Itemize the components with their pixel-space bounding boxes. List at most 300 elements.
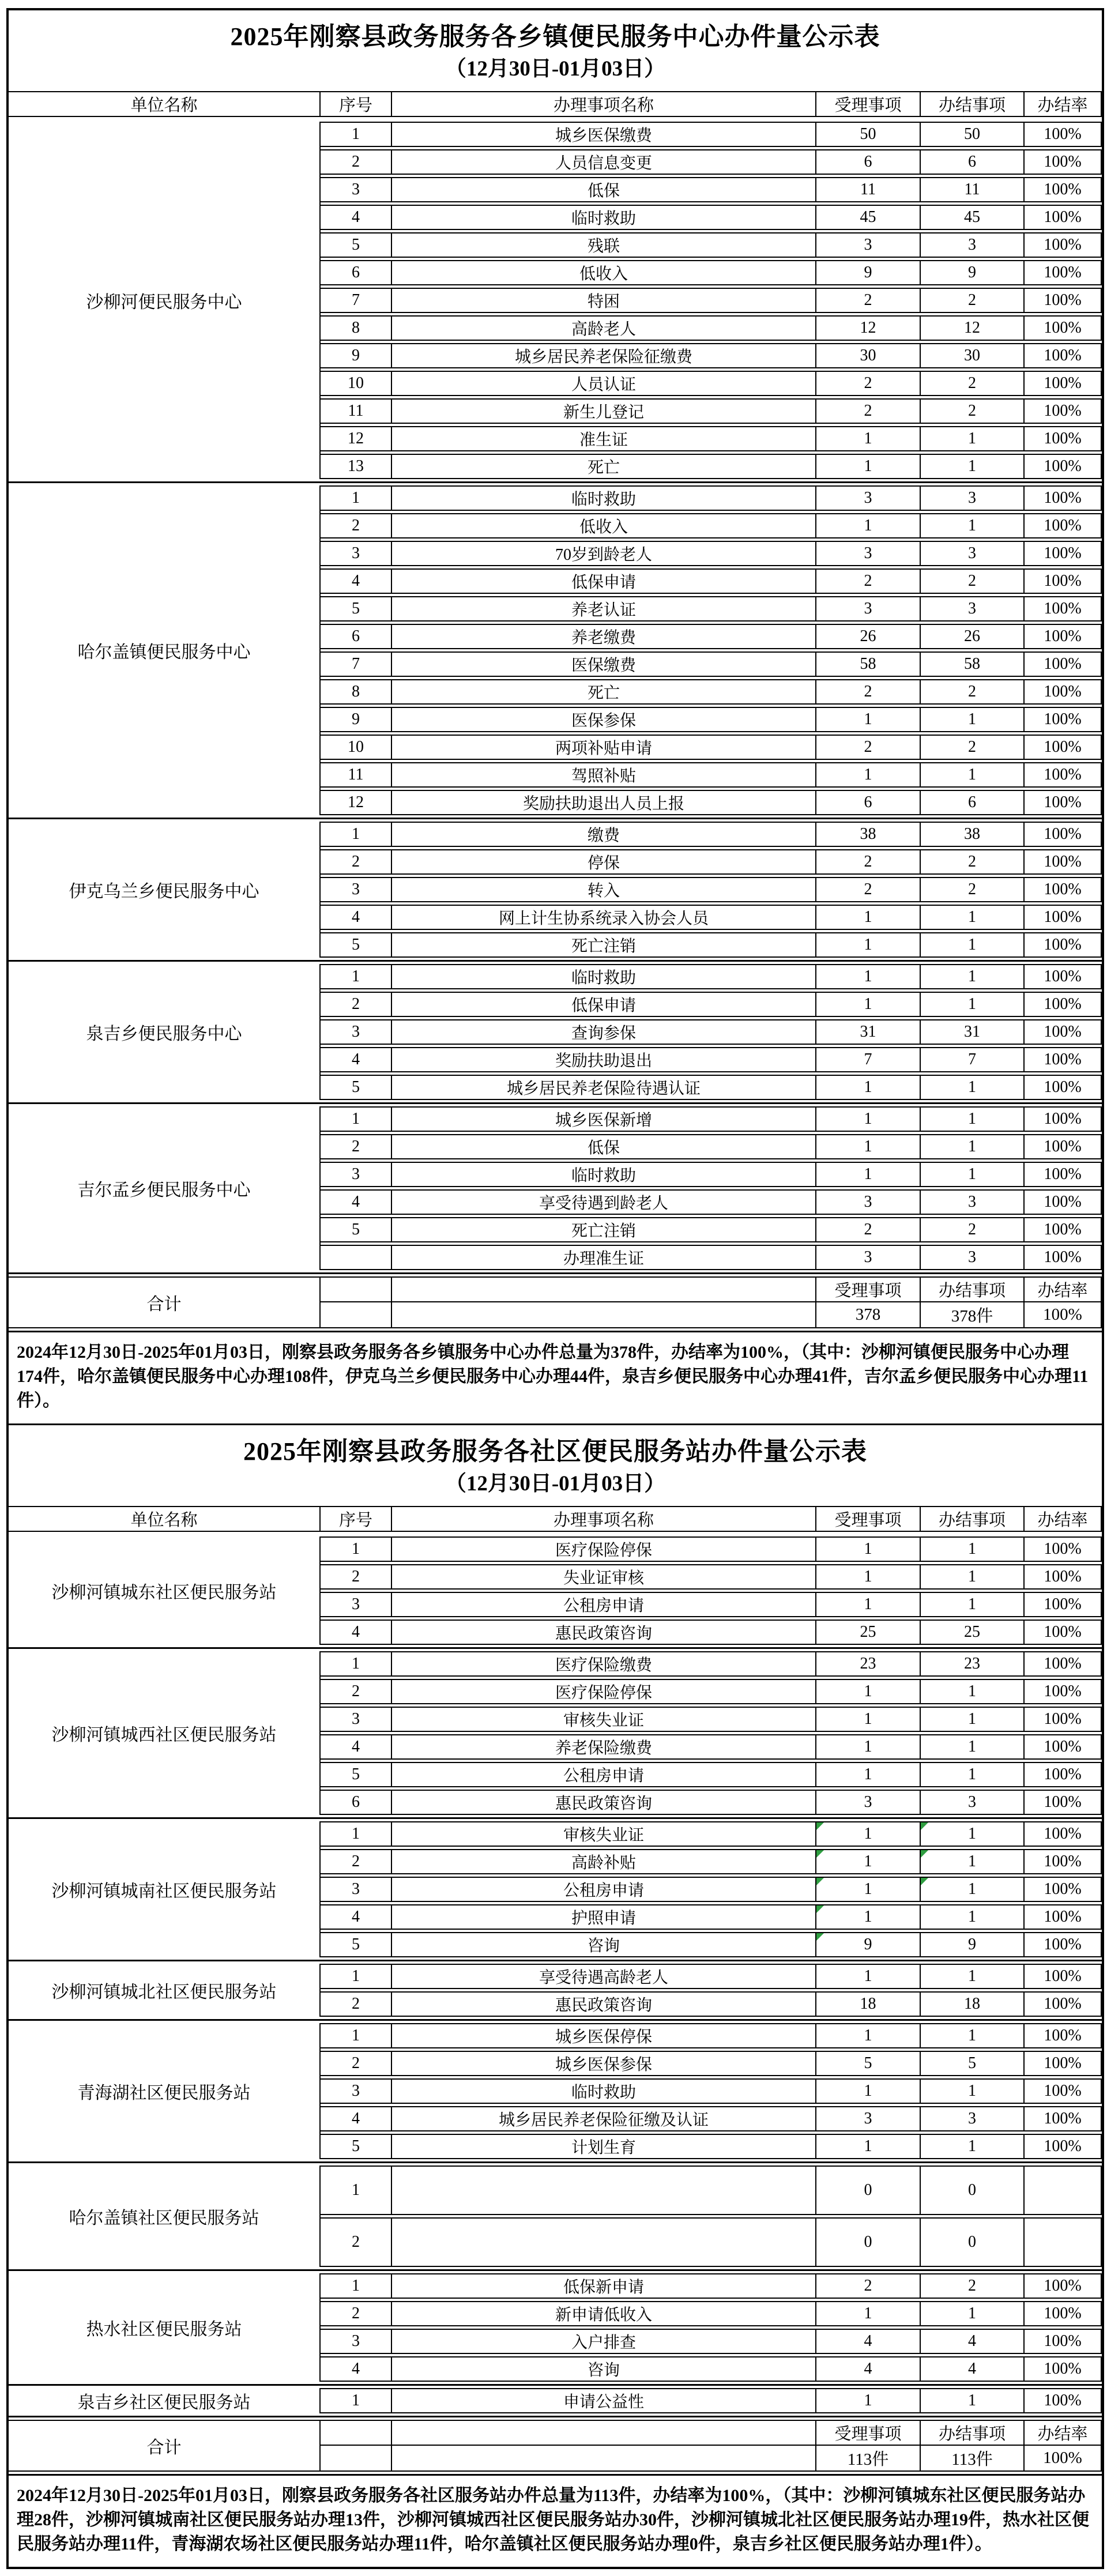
cell-item <box>392 1904 816 1930</box>
cell-accepted <box>816 1162 921 1187</box>
cell-value: 1 <box>968 457 976 475</box>
cell-rate <box>1025 149 1102 175</box>
cell-value: 100% <box>1044 1110 1082 1128</box>
cell-accepted <box>816 2273 921 2299</box>
cell-value: 1 <box>968 1967 976 1985</box>
cell-seq <box>321 651 392 677</box>
cell-value: 1 <box>968 2137 976 2155</box>
cell-value: 100% <box>1044 825 1082 843</box>
cell-value: 3 <box>352 1165 360 1183</box>
cell-value: 9 <box>864 263 872 281</box>
cell-seq <box>321 177 392 202</box>
cell-item <box>392 992 816 1017</box>
cell-value: 2 <box>968 291 976 309</box>
cell-done <box>921 513 1025 538</box>
cell-seq <box>321 877 392 902</box>
cell-accepted <box>816 1964 921 1989</box>
cell-value: 4 <box>352 208 360 226</box>
cell-value: 4 <box>352 2110 360 2127</box>
cell-seq <box>321 1564 392 1590</box>
cell-seq <box>321 1964 392 1989</box>
cell-value: 1 <box>968 1852 976 1870</box>
cell-item <box>392 905 816 930</box>
cell-value: 100% <box>1044 1655 1082 1673</box>
unit-name-cell: 泉吉乡社区便民服务站 <box>9 2388 321 2413</box>
cell-value: 城乡医保停保 <box>555 2028 652 2046</box>
cell-accepted <box>816 2106 921 2131</box>
cell-done <box>921 1189 1025 1215</box>
cell-value: 100% <box>1044 291 1082 309</box>
cell-done <box>921 762 1025 788</box>
cell-value: 100% <box>1044 1793 1082 1811</box>
cell-accepted <box>816 596 921 622</box>
cell-value: 100% <box>1044 402 1082 420</box>
cell-value: 31 <box>860 1023 876 1041</box>
cell-value: 1 <box>968 1568 976 1585</box>
cell-item <box>392 541 816 566</box>
cell-value: 1 <box>352 125 360 143</box>
cell-value: 3 <box>968 1248 976 1266</box>
cell-item <box>392 1932 816 1957</box>
cell-seq <box>321 122 392 147</box>
total-subheader-label: 办结率 <box>1037 1282 1088 1300</box>
cell-value: 惠民政策咨询 <box>555 1997 652 2014</box>
cell-rate <box>1025 260 1102 285</box>
cell-value: 0 <box>968 2181 976 2199</box>
cell-value: 31 <box>964 1023 980 1041</box>
cell-seq <box>321 1189 392 1215</box>
cell-value: 1 <box>864 1825 872 1843</box>
column-header-label: 单位名称 <box>130 96 198 115</box>
cell-value: 2 <box>864 738 872 756</box>
cell-done <box>921 260 1025 285</box>
cell-value: 1 <box>864 1765 872 1783</box>
cell-item <box>392 1790 816 1815</box>
cell-item <box>392 1245 816 1270</box>
cell-value: 1 <box>968 710 976 728</box>
unit-name-cell: 沙柳河镇城北社区便民服务站 <box>9 1964 321 2017</box>
cell-value: 2 <box>352 1138 360 1155</box>
cell-done <box>921 2051 1025 2076</box>
cell-rate <box>1025 2134 1102 2159</box>
cell-accepted <box>816 2134 921 2159</box>
total-subheader-cell <box>921 2420 1025 2446</box>
total-label-cell: 合计 <box>9 2420 321 2472</box>
cell-value: 100% <box>1044 2304 1082 2322</box>
cell-value: 5 <box>352 2137 360 2155</box>
cell-value: 低收入 <box>579 518 628 536</box>
cell-value: 3 <box>864 600 872 617</box>
cell-item <box>392 596 816 622</box>
cell-accepted <box>816 315 921 341</box>
cell-value: 100% <box>1044 1765 1082 1783</box>
cell-value: 7 <box>352 291 360 309</box>
cell-value: 死亡注销 <box>571 937 636 955</box>
excel-corner-mark-icon <box>921 1822 928 1830</box>
cell-done <box>921 205 1025 230</box>
cell-value: 2 <box>864 853 872 871</box>
cell-value: 5 <box>352 600 360 617</box>
cell-value: 58 <box>964 655 980 673</box>
column-header-label: 办理事项名称 <box>553 1511 654 1530</box>
cell-rate <box>1025 288 1102 313</box>
cell-value: 3 <box>352 180 360 198</box>
cell-value: 1 <box>864 1682 872 1700</box>
cell-accepted <box>816 2301 921 2326</box>
cell-value: 2 <box>864 374 872 392</box>
cell-value: 1 <box>352 2027 360 2044</box>
cell-value: 3 <box>864 544 872 562</box>
cell-seq <box>321 2166 392 2215</box>
cell-value: 5 <box>352 1078 360 1096</box>
column-header-label: 办结事项 <box>938 1511 1006 1530</box>
cell-value: 1 <box>864 1165 872 1183</box>
cell-rate <box>1025 1651 1102 1677</box>
cell-rate <box>1025 122 1102 147</box>
cell-value: 1 <box>864 1078 872 1096</box>
cell-value: 30 <box>964 347 980 364</box>
cell-item <box>392 454 816 479</box>
cell-value: 100% <box>1044 627 1082 645</box>
cell-value: 特困 <box>587 293 620 311</box>
cell-value: 100% <box>1044 208 1082 226</box>
total-subheader-cell <box>921 1276 1025 1302</box>
cell-seq <box>321 707 392 732</box>
total-subheader-label: 办结率 <box>1037 2425 1088 2443</box>
cell-done <box>921 1821 1025 1847</box>
cell-seq <box>321 1877 392 1902</box>
unit-group <box>9 1819 1102 1960</box>
cell-value: 58 <box>860 655 876 673</box>
cell-value: 100% <box>1044 1165 1082 1183</box>
cell-seq <box>321 1536 392 1562</box>
cell-value: 11 <box>964 180 980 198</box>
table-header-row <box>9 91 1102 119</box>
cell-rate <box>1025 679 1102 705</box>
cell-seq <box>321 992 392 1017</box>
cell-rate <box>1025 1904 1102 1930</box>
cell-accepted <box>816 822 921 847</box>
cell-value: 享受待遇到龄老人 <box>539 1195 668 1212</box>
cell-value: 100% <box>1044 1710 1082 1728</box>
cell-value: 8 <box>352 319 360 337</box>
cell-value: 1 <box>968 1110 976 1128</box>
cell-item <box>392 149 816 175</box>
cell-item <box>392 651 816 677</box>
cell-done <box>921 2301 1025 2326</box>
cell-value: 4 <box>352 1050 360 1068</box>
cell-item <box>392 1592 816 1617</box>
cell-value: 2 <box>864 291 872 309</box>
cell-accepted <box>816 1217 921 1242</box>
table-title-block <box>9 10 1102 91</box>
cell-value: 3 <box>864 236 872 254</box>
cell-value: 100% <box>1044 936 1082 954</box>
cell-value: 100% <box>1044 1623 1082 1641</box>
cell-value: 100% <box>1044 908 1082 926</box>
cell-done <box>921 2329 1025 2354</box>
cell-done <box>921 568 1025 594</box>
cell-item <box>392 822 816 847</box>
excel-corner-mark-icon <box>921 1850 928 1858</box>
cell-rate <box>1025 1217 1102 1242</box>
cell-value: 10 <box>348 374 364 392</box>
cell-seq <box>321 541 392 566</box>
cell-seq <box>321 343 392 368</box>
cell-value: 4 <box>968 2360 976 2378</box>
cell-value: 公租房申请 <box>563 1767 644 1785</box>
cell-item <box>392 735 816 760</box>
cell-accepted <box>816 2388 921 2413</box>
cell-done <box>921 1245 1025 1270</box>
cell-value: 1 <box>864 1967 872 1985</box>
cell-value: 100% <box>1044 1221 1082 1238</box>
cell-accepted <box>816 679 921 705</box>
cell-seq <box>321 1075 392 1100</box>
cell-done <box>921 288 1025 313</box>
cell-item <box>392 315 816 341</box>
cell-rate <box>1025 1075 1102 1100</box>
cell-value: 1 <box>968 517 976 534</box>
cell-value: 3 <box>864 1193 872 1211</box>
cell-value: 城乡居民养老保险征缴费 <box>514 348 692 366</box>
cell-value: 人员认证 <box>571 376 636 394</box>
cell-done <box>921 1047 1025 1072</box>
cell-accepted <box>816 1679 921 1704</box>
cell-value: 查询参保 <box>571 1025 636 1042</box>
cell-item <box>392 2106 816 2131</box>
unit-group <box>9 1534 1102 1647</box>
cell-value: 38 <box>964 825 980 843</box>
cell-accepted <box>816 205 921 230</box>
cell-seq <box>321 822 392 847</box>
cell-done <box>921 1075 1025 1100</box>
cell-accepted <box>816 762 921 788</box>
cell-accepted <box>816 177 921 202</box>
unit-name-cell: 哈尔盖镇社区便民服务站 <box>9 2166 321 2267</box>
cell-done <box>921 1904 1025 1930</box>
total-value: 378 <box>855 1305 881 1324</box>
cell-value: 1 <box>352 2277 360 2295</box>
total-subheader-label: 办结事项 <box>938 1282 1006 1300</box>
cell-rate <box>1025 849 1102 875</box>
cell-value: 2 <box>352 2304 360 2322</box>
cell-value: 2 <box>864 402 872 420</box>
cell-value: 100% <box>1044 853 1082 871</box>
cell-value: 100% <box>1044 793 1082 811</box>
cell-value: 1 <box>352 967 360 985</box>
cell-done <box>921 992 1025 1017</box>
cell-value: 100% <box>1044 457 1082 475</box>
cell-value: 临时救助 <box>571 969 636 987</box>
cell-rate <box>1025 232 1102 258</box>
cell-value: 1 <box>352 1540 360 1558</box>
column-header <box>9 1506 321 1532</box>
cell-value: 2 <box>968 880 976 898</box>
cell-seq <box>321 2301 392 2326</box>
cell-value: 18 <box>860 1995 876 2013</box>
total-value: 378件 <box>951 1307 993 1325</box>
cell-accepted <box>816 260 921 285</box>
cell-accepted <box>816 2078 921 2104</box>
cell-done <box>921 790 1025 815</box>
cell-value: 1 <box>352 489 360 507</box>
cell-value: 100% <box>1044 1540 1082 1558</box>
unit-group <box>9 119 1102 481</box>
cell-done <box>921 1620 1025 1645</box>
cell-accepted <box>816 1106 921 1132</box>
cell-value: 1 <box>968 2027 976 2044</box>
cell-done <box>921 1991 1025 2017</box>
cell-value: 13 <box>348 457 364 475</box>
total-empty-cell <box>321 1276 392 1302</box>
cell-seq <box>321 485 392 511</box>
cell-accepted <box>816 541 921 566</box>
cell-value: 1 <box>864 2082 872 2100</box>
cell-value: 26 <box>860 627 876 645</box>
unit-name-cell: 伊克乌兰乡便民服务中心 <box>9 822 321 958</box>
cell-value: 100% <box>1044 1248 1082 1266</box>
cell-done <box>921 2273 1025 2299</box>
cell-rate <box>1025 651 1102 677</box>
cell-rate <box>1025 177 1102 202</box>
cell-accepted <box>816 1019 921 1045</box>
total-value-cell <box>1025 1302 1102 1328</box>
cell-rate <box>1025 1679 1102 1704</box>
excel-corner-mark-icon <box>816 1878 824 1885</box>
cell-rate <box>1025 790 1102 815</box>
cell-value: 2 <box>352 1995 360 2013</box>
cell-value: 城乡居民养老保险待遇认证 <box>506 1080 701 1098</box>
cell-value: 45 <box>964 208 980 226</box>
cell-value: 低保申请 <box>571 997 636 1015</box>
cell-seq <box>321 1651 392 1677</box>
cell-done <box>921 149 1025 175</box>
column-header <box>392 91 816 117</box>
cell-value: 2 <box>864 880 872 898</box>
cell-value: 100% <box>1044 236 1082 254</box>
cell-accepted <box>816 1536 921 1562</box>
cell-accepted <box>816 398 921 424</box>
cell-accepted <box>816 964 921 989</box>
column-header-label: 序号 <box>338 1511 372 1530</box>
total-label-cell: 合计 <box>9 1276 321 1328</box>
cell-rate <box>1025 2217 1102 2267</box>
cell-item <box>392 1991 816 2017</box>
total-subheader-cell <box>816 1276 921 1302</box>
cell-seq <box>321 149 392 175</box>
cell-item <box>392 205 816 230</box>
column-header-label: 办结事项 <box>938 96 1006 115</box>
table-header-row <box>9 1506 1102 1534</box>
date-range-subtitle: （12月30日-01月03日） <box>445 57 666 81</box>
cell-accepted <box>816 1592 921 1617</box>
cell-rate <box>1025 1734 1102 1760</box>
total-empty-cell <box>321 1302 392 1328</box>
cell-value: 2 <box>968 402 976 420</box>
cell-item <box>392 1134 816 1159</box>
unit-name-cell: 吉尔孟乡便民服务中心 <box>9 1106 321 1270</box>
cell-value: 临时救助 <box>571 210 636 228</box>
cell-seq <box>321 1904 392 1930</box>
cell-value: 4 <box>352 1908 360 1926</box>
cell-value: 1 <box>352 1967 360 1985</box>
total-value-cell <box>921 2446 1025 2472</box>
cell-value: 1 <box>968 908 976 926</box>
cell-rate <box>1025 485 1102 511</box>
cell-value: 3 <box>864 1248 872 1266</box>
cell-value: 奖励扶助退出人员上报 <box>522 795 684 813</box>
cell-seq <box>321 315 392 341</box>
cell-item <box>392 1877 816 1902</box>
cell-value: 1 <box>968 967 976 985</box>
cell-item <box>392 288 816 313</box>
cell-item <box>392 1162 816 1187</box>
cell-seq <box>321 568 392 594</box>
cell-value: 11 <box>348 402 364 420</box>
cell-value: 临时救助 <box>571 2084 636 2102</box>
cell-value: 1 <box>864 517 872 534</box>
cell-value: 城乡医保参保 <box>555 2056 652 2074</box>
cell-seq <box>321 905 392 930</box>
excel-corner-mark-icon <box>816 1822 824 1830</box>
cell-value: 2 <box>968 853 976 871</box>
cell-accepted <box>816 707 921 732</box>
cell-item <box>392 232 816 258</box>
cell-value: 养老认证 <box>571 601 636 619</box>
excel-corner-mark-icon <box>816 1905 824 1913</box>
cell-seq <box>321 1162 392 1187</box>
total-subheader-label: 受理事项 <box>834 2425 902 2443</box>
cell-value: 2 <box>352 995 360 1013</box>
cell-rate <box>1025 2388 1102 2413</box>
cell-seq <box>321 1679 392 1704</box>
cell-value: 1 <box>864 1540 872 1558</box>
cell-rate <box>1025 2023 1102 2048</box>
cell-value: 1 <box>968 2082 976 2100</box>
cell-value: 咨询 <box>587 2362 620 2379</box>
cell-done <box>921 707 1025 732</box>
cell-seq <box>321 2329 392 2354</box>
cell-value: 1 <box>864 2392 872 2409</box>
cell-accepted <box>816 232 921 258</box>
cell-item <box>392 2078 816 2104</box>
cell-accepted <box>816 1734 921 1760</box>
total-value: 100% <box>1043 2449 1082 2467</box>
cell-value: 3 <box>864 2110 872 2127</box>
cell-seq <box>321 679 392 705</box>
cell-rate <box>1025 568 1102 594</box>
column-header <box>816 1506 921 1532</box>
cell-value: 惠民政策咨询 <box>555 1795 652 1813</box>
cell-value: 25 <box>860 1623 876 1641</box>
cell-seq <box>321 1245 392 1270</box>
cell-accepted <box>816 1991 921 2017</box>
cell-rate <box>1025 513 1102 538</box>
cell-item <box>392 2273 816 2299</box>
cell-value: 1 <box>968 1738 976 1756</box>
cell-value: 城乡医保缴费 <box>555 127 652 145</box>
cell-value: 2 <box>352 1568 360 1585</box>
cell-accepted <box>816 1849 921 1874</box>
cell-done <box>921 964 1025 989</box>
cell-value: 2 <box>968 572 976 590</box>
cell-value: 9 <box>352 347 360 364</box>
cell-item <box>392 122 816 147</box>
cell-seq <box>321 790 392 815</box>
cell-value: 审核失业证 <box>563 1826 644 1844</box>
cell-rate <box>1025 2166 1102 2215</box>
